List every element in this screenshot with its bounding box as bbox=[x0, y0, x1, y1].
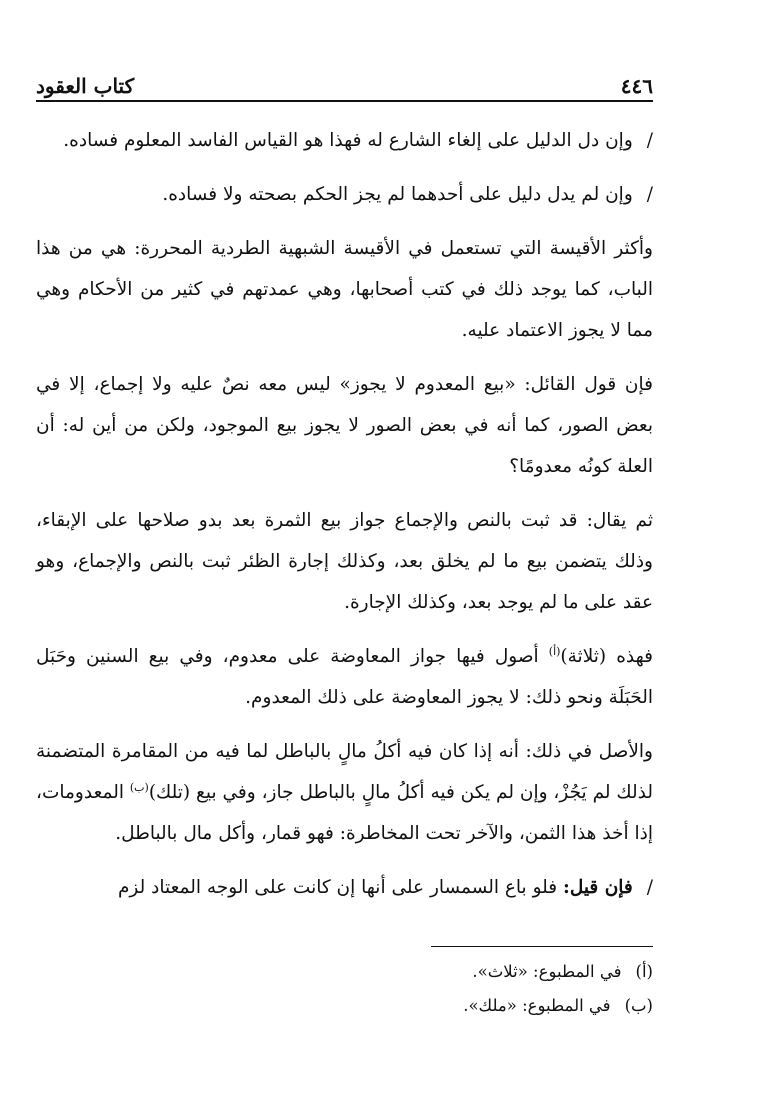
paragraph-3 bbox=[36, 228, 653, 351]
book-title: كتاب العقود bbox=[36, 74, 135, 98]
paragraph-text: والأصل في ذلك: أنه إذا كان فيه أكلُ مالٍ بالباطل لما فيه من المقامرة المتضمنة لذلك لم يَجُزْ، وإن لم يكن فيه أكلُ مالٍ بالباطل جاز، وفي بيع (تلك) bbox=[36, 741, 653, 803]
paragraph-text-cont: أصول فيها جواز المعاوضة على معدوم، وفي بيع السنين وحَبَل الحَبَلَة ونحو ذلك: لا يجوز المعاوضة على ذلك المعدوم. bbox=[36, 646, 653, 708]
footnote-ref-a[interactable]: (أ) bbox=[548, 644, 561, 658]
page-number: ٤٤٦ bbox=[620, 74, 653, 98]
paragraph-2 bbox=[36, 174, 653, 215]
page-break-marker: / bbox=[646, 184, 653, 205]
paragraph-text: ثم يقال: قد ثبت بالنص والإجماع جواز بيع الثمرة بعد بدو صلاحها على الإبقاء، وذلك يتضمن بيع ما لم يخلق بعد، وكذلك إجارة الظئر ثبت بالنص والإجماع، وهو عقد على ما لم يوجد بعد، وكذلك الإجارة. bbox=[36, 510, 653, 613]
paragraph-7 bbox=[36, 731, 653, 854]
page-break-marker: / bbox=[646, 877, 653, 898]
paragraph-text: وإن دل الدليل على إلغاء الشارع له فهذا هو القياس الفاسد المعلوم فساده. bbox=[63, 130, 633, 151]
paragraph-text: وأكثر الأقيسة التي تستعمل في الأقيسة الشبهية الطردية المحررة: هي من هذا الباب، كما يوجد ذلك في كتب أصحابها، وهي عمدتهم في كثير من الأحكام وهي مما لا يجوز الاعتماد عليه. bbox=[36, 238, 653, 341]
footnote-a bbox=[36, 955, 653, 989]
main-text bbox=[36, 120, 653, 921]
footnote-label: (أ) bbox=[635, 962, 653, 981]
paragraph-lead: فإن قيل: bbox=[562, 877, 633, 898]
paragraph-6 bbox=[36, 636, 653, 718]
paragraph-text-cont: المعدومات، إذا أخذ هذا الثمن، والآخر تحت المخاطرة: فهو قمار، وأكل مال بالباطل. bbox=[36, 782, 653, 844]
paragraph-5 bbox=[36, 500, 653, 623]
footnote-b bbox=[36, 989, 653, 1023]
paragraph-text: فإن قول القائل: «بيع المعدوم لا يجوز» ليس معه نصٌ عليه ولا إجماع، إلا في بعض الصور، كما أنه في بعض الصور لا يجوز بيع الموجود، ولكن من أين له: أن العلة كونُه معدومًا؟ bbox=[36, 374, 653, 477]
page-header bbox=[36, 70, 653, 102]
paragraph-4 bbox=[36, 364, 653, 487]
paragraph-text: فلو باع السمسار على أنها إن كانت على الوجه المعتاد لزم bbox=[117, 877, 563, 898]
paragraph-8 bbox=[36, 867, 653, 908]
footnotes bbox=[36, 955, 653, 1023]
footnote-divider bbox=[431, 946, 653, 947]
footnote-label: (ب) bbox=[624, 996, 653, 1015]
page-break-marker: / bbox=[646, 130, 653, 151]
paragraph-1 bbox=[36, 120, 653, 161]
paragraph-text: فهذه (ثلاثة) bbox=[560, 646, 653, 667]
footnote-text: في المطبوع: «ثلاث». bbox=[472, 962, 622, 981]
footnote-text: في المطبوع: «ملك». bbox=[463, 996, 611, 1015]
paragraph-text: وإن لم يدل دليل على أحدهما لم يجز الحكم بصحته ولا فساده. bbox=[162, 184, 633, 205]
footnote-ref-b[interactable]: (ب) bbox=[129, 780, 149, 794]
